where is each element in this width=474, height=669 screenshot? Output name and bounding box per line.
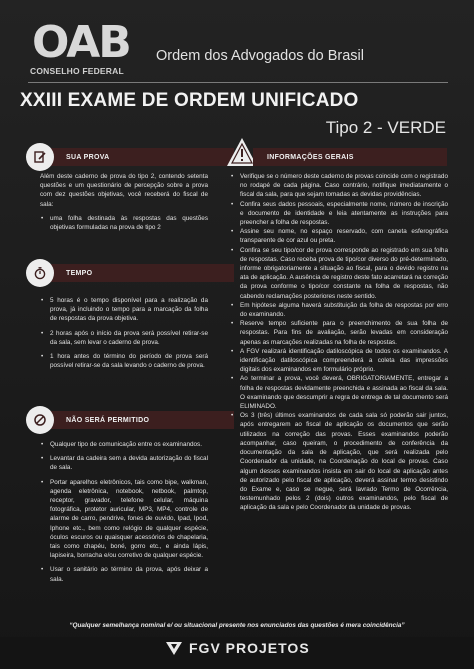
- section-header-informacoes: [225, 136, 447, 170]
- section-title-informacoes: INFORMAÇÕES GERAIS: [253, 148, 447, 166]
- informacoes-item: • Confira se seu tipo/cor de prova corresponde ao registrado em sua folha de respostas. Caso receba prova de tipo/cor diverso do pré-determinado, informe obrigatoriamente a situação ao fiscal, para o devido registro na ata de aplicação. A ausência de registro deste fato acarretará na correção da prova conforme o tipo/cor constante na folha de respostas, não cabendo reclamações posteriores neste sentido.: [230, 246, 448, 301]
- org-name: Ordem dos Advogados do Brasil: [156, 48, 364, 64]
- oab-logo: [30, 17, 130, 76]
- nao-permitido-item: • Usar o sanitário ao término da prova, após deixar a sala.: [40, 565, 208, 583]
- header-divider: [28, 82, 448, 83]
- logo-wordmark: OAB: [32, 17, 130, 68]
- logo-subtitle: CONSELHO FEDERAL: [30, 66, 124, 76]
- stopwatch-icon: [26, 259, 54, 287]
- fgv-triangle-icon: [165, 640, 183, 656]
- nao-permitido-body: [40, 440, 208, 584]
- sua-prova-body: [40, 172, 208, 232]
- sua-prova-intro: Além deste caderno de prova do tipo 2, contendo setenta questões e um questionário de percepção sobre a prova com dez questões objetivas, você receberá do fiscal de sala:: [40, 173, 208, 208]
- tempo-body: [40, 296, 208, 370]
- fgv-brand: [165, 640, 310, 656]
- prohibited-icon: [26, 406, 54, 434]
- pencil-paper-icon: [26, 143, 54, 171]
- informacoes-item: • Reserve tempo suficiente para o preenchimento de sua folha de respostas. Para fins de avaliação, serão levadas em consideração apenas as marcações realizadas na folha de respostas.: [230, 319, 448, 347]
- informacoes-item: • Os 3 (três) últimos examinandos de cada sala só poderão sair juntos, após entregarem ao fiscal de aplicação os documentos que serão utilizados na correção das provas. Esses examinandos poderão acompanhar, caso queiram, o procedimento de conferência da documentação da sala de aplicação, que será realizada pelo Coordenador da unidade, na Coordenação do local de provas. Caso algum desses examinandos insista em sair do local de aplicação antes de autorizado pelo fiscal de aplicação, deverá assinar termo desistindo do Exame e, caso se negue, será lavrado Termo de Ocorrência, testemunhado pelos 2 (dois) outros examinandos, pelo fiscal de aplicação da sala e pelo Coordenador da unidade de provas.: [230, 411, 448, 512]
- nao-permitido-item: • Portar aparelhos eletrônicos, tais como bipe, walkman, agenda eletrônica, notebook, netbook, palmtop, receptor, gravador, telefone celular, máquina fotográfica, protetor auricular, MP3, MP4, controle de alarme de carro, pendrive, fones de ouvido, Ipad, Ipod, Iphone etc., bem como relógio de qualquer espécie, óculos escuros ou quaisquer acessórios de chapelaria, tais como chapéu, boné, gorro etc., e ainda lápis, lapiseira, borracha e/ou corretivo de qualquer espécie.: [40, 478, 208, 561]
- informacoes-item: • Assine seu nome, no espaço reservado, com caneta esferográfica transparente de cor azul ou preta.: [230, 227, 448, 245]
- informacoes-item: • Em hipótese alguma haverá substituição da folha de respostas por erro do examinando.: [230, 301, 448, 319]
- informacoes-item: • A FGV realizará identificação datiloscópica de todos os examinandos. A identificação datiloscópica compreenderá a coleta das impressões digitais dos examinandos em formulário próprio.: [230, 347, 448, 375]
- informacoes-body: [230, 172, 448, 513]
- disclaimer: “Qualquer semelhança nominal e/ ou situacional presente nos enunciados das questões é mera coincidência”: [69, 622, 405, 629]
- section-header-sua-prova: [26, 146, 234, 168]
- section-header-tempo: [26, 262, 234, 284]
- exam-title: XXIII EXAME DE ORDEM UNIFICADO: [20, 90, 359, 111]
- nao-permitido-item: • Levantar da cadeira sem a devida autorização do fiscal de sala.: [40, 454, 208, 472]
- informacoes-item: • Ao terminar a prova, você deverá, OBRIGATORIAMENTE, entregar a folha de respostas devidamente preenchida e assinada ao fiscal da sala. O examinando que descumprir a regra de entrega de tal documento será ELIMINADO.: [230, 374, 448, 411]
- sua-prova-bullet: • uma folha destinada às respostas das questões objetivas formuladas na prova de tipo 2: [40, 214, 208, 232]
- tempo-item: • 5 horas é o tempo disponível para a realização da prova, já incluindo o tempo para a marcação da folha de respostas da prova objetiva.: [40, 296, 208, 324]
- informacoes-item: • Verifique se o número deste caderno de provas coincide com o registrado no rodapé de cada página. Caso contrário, notifique imediatamente o fiscal da sala, para que sejam tomadas as devidas providências.: [230, 172, 448, 200]
- informacoes-item: • Confira seus dados pessoais, especialmente nome, número de inscrição e documento de identidade e leia atentamente as instruções para preencher a folha de respostas.: [230, 200, 448, 228]
- section-title-sua-prova: SUA PROVA: [46, 148, 234, 166]
- section-title-nao-permitido: NÃO SERÁ PERMITIDO: [46, 411, 234, 429]
- section-header-nao-permitido: [26, 409, 234, 431]
- fgv-brand-text: FGV PROJETOS: [189, 640, 310, 656]
- exam-type: Tipo 2 - VERDE: [325, 118, 446, 137]
- tempo-item: • 2 horas após o início da prova será possível retirar-se da sala, sem levar o caderno de prova.: [40, 329, 208, 347]
- section-title-tempo: TEMPO: [46, 264, 234, 282]
- nao-permitido-item: • Qualquer tipo de comunicação entre os examinandos.: [40, 440, 208, 449]
- tempo-item: • 1 hora antes do término do período de prova será possível retirar-se da sala levando o caderno de prova.: [40, 352, 208, 370]
